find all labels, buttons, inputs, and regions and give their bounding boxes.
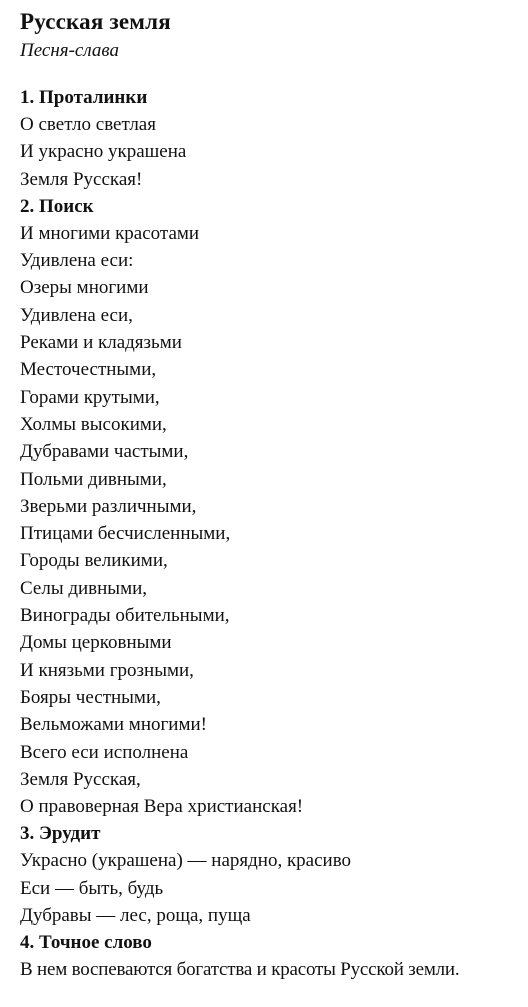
glossary-line: Еси — быть, будь — [20, 877, 164, 899]
poem-line: Горами крутыми, — [20, 386, 160, 408]
poem-line: Зверьми различными, — [20, 495, 197, 517]
poem-line: Удивлена еси: — [20, 250, 134, 272]
glossary-line: Украсно (украшена) — нарядно, красиво — [20, 850, 352, 872]
poem-line: Селы дивными, — [20, 577, 148, 599]
poem-line: Реками и кладязьми — [20, 332, 182, 354]
section-protalinki — [20, 84, 520, 193]
poem-line: О правоверная Вера христианская! — [20, 796, 304, 818]
poem-line: Домы церковными — [20, 632, 172, 654]
section-poisk — [20, 193, 520, 821]
poem-line: Озеры многими — [20, 277, 149, 299]
poem-line: Бояры честными, — [20, 686, 161, 708]
poem-line: Месточестными, — [20, 359, 157, 381]
section-heading: 2. Поиск — [20, 195, 94, 217]
document-page — [20, 6, 520, 983]
section-erudit — [20, 820, 520, 929]
section-tochnoe-slovo — [20, 929, 520, 983]
poem-line: Земля Русская, — [20, 768, 141, 790]
poem-line: Городы великими, — [20, 550, 168, 572]
poem-line: Винограды обительными, — [20, 605, 230, 627]
poem-line: Польми дивными, — [20, 468, 167, 490]
poem-line: Птицами бесчисленными, — [20, 523, 231, 545]
section-heading: 1. Проталинки — [20, 87, 148, 108]
poem-line: Вельможами многими! — [20, 714, 207, 736]
section-heading: 4. Точное слово — [20, 932, 152, 954]
poem-line: Земля Русская! — [20, 168, 143, 190]
glossary-line: Дубравы — лес, роща, пуща — [20, 905, 251, 927]
poem-line: И многими красотами — [20, 222, 200, 244]
section-heading: 3. Эрудит — [20, 823, 101, 845]
document-title: Русская земля — [20, 9, 171, 34]
poem-line: Дубравами частыми, — [20, 441, 189, 463]
poem-line: И украсно украшена — [20, 141, 187, 163]
poem-line: И князьми грозными, — [20, 659, 194, 681]
poem-line: О светло светлая — [20, 114, 156, 135]
poem-line: Удивлена еси, — [20, 304, 133, 326]
document-subtitle: Песня-слава — [20, 40, 119, 61]
poem-line: Всего еси исполнена — [20, 741, 189, 763]
poem-line: Холмы высокими, — [20, 413, 167, 435]
summary-line: В нем воспеваются богатства и красоты Русской земли. — [20, 959, 460, 981]
